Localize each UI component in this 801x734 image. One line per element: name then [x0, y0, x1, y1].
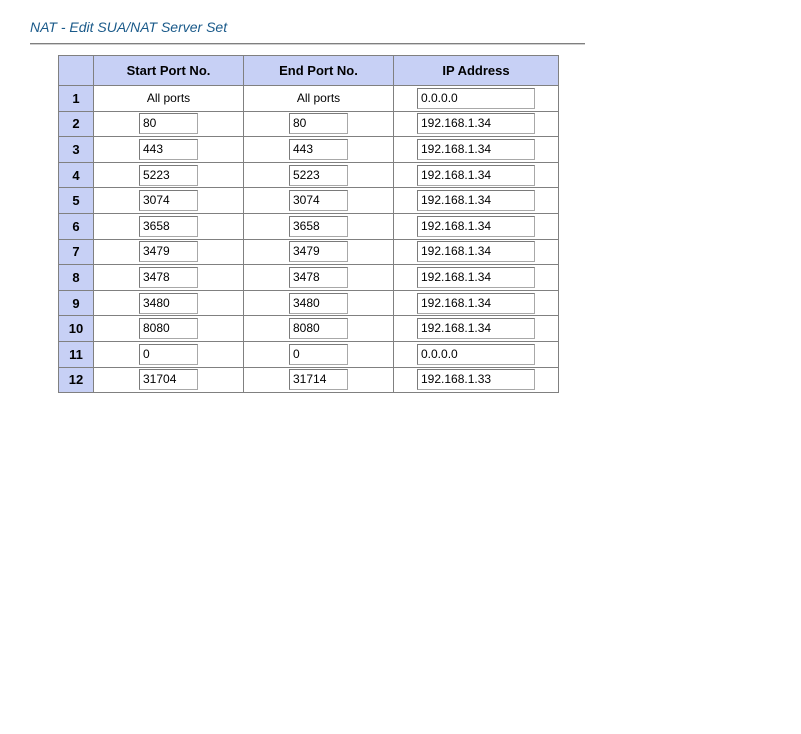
start-port-field[interactable]: 3479	[139, 241, 198, 262]
start-port-label: All ports	[146, 91, 191, 106]
table-row	[59, 367, 559, 393]
page-title: NAT - Edit SUA/NAT Server Set	[30, 19, 228, 35]
table-row	[59, 111, 559, 137]
table-row	[59, 316, 559, 342]
ip-address-field[interactable]: 192.168.1.34	[417, 293, 535, 314]
end-port-field[interactable]: 3478	[289, 267, 348, 288]
start-port-field[interactable]: 0	[139, 344, 198, 365]
end-port-field[interactable]: 3480	[289, 293, 348, 314]
row-number: 8	[59, 265, 94, 291]
row-number: 3	[59, 137, 94, 163]
table-row	[59, 162, 559, 188]
start-port-field[interactable]: 3658	[139, 216, 198, 237]
row-number: 7	[59, 239, 94, 265]
row-number: 11	[59, 341, 94, 367]
end-port-field[interactable]: 5223	[289, 165, 348, 186]
table-row	[59, 341, 559, 367]
ip-address-field[interactable]: 192.168.1.34	[417, 113, 535, 134]
header-row-number	[59, 56, 94, 86]
ip-address-field[interactable]: 192.168.1.34	[417, 267, 535, 288]
table-row	[59, 188, 559, 214]
end-port-field[interactable]: 0	[289, 344, 348, 365]
start-port-field[interactable]: 80	[139, 113, 198, 134]
start-port-field[interactable]: 8080	[139, 318, 198, 339]
row-number: 6	[59, 213, 94, 239]
table-header-row	[59, 56, 559, 86]
ip-address-field[interactable]: 0.0.0.0	[417, 88, 535, 109]
ip-address-field[interactable]: 192.168.1.34	[417, 190, 535, 211]
row-number: 4	[59, 162, 94, 188]
end-port-field[interactable]: 3479	[289, 241, 348, 262]
row-number: 1	[59, 86, 94, 112]
row-number: 2	[59, 111, 94, 137]
start-port-field[interactable]: 443	[139, 139, 198, 160]
ip-address-field[interactable]: 0.0.0.0	[417, 344, 535, 365]
ip-address-field[interactable]: 192.168.1.34	[417, 165, 535, 186]
start-port-field[interactable]: 3074	[139, 190, 198, 211]
table-row	[59, 213, 559, 239]
table-row	[59, 239, 559, 265]
end-port-field[interactable]: 8080	[289, 318, 348, 339]
title-divider	[30, 43, 585, 45]
start-port-field[interactable]: 3478	[139, 267, 198, 288]
ip-address-field[interactable]: 192.168.1.34	[417, 139, 535, 160]
end-port-field[interactable]: 31714	[289, 369, 348, 390]
table-row	[59, 86, 559, 112]
header-start-port: Start Port No.	[94, 56, 244, 86]
end-port-field[interactable]: 3658	[289, 216, 348, 237]
header-end-port: End Port No.	[244, 56, 394, 86]
nat-server-table	[58, 55, 559, 393]
ip-address-field[interactable]: 192.168.1.34	[417, 318, 535, 339]
start-port-field[interactable]: 5223	[139, 165, 198, 186]
ip-address-field[interactable]: 192.168.1.34	[417, 216, 535, 237]
row-number: 10	[59, 316, 94, 342]
start-port-field[interactable]: 31704	[139, 369, 198, 390]
end-port-field[interactable]: 443	[289, 139, 348, 160]
row-number: 5	[59, 188, 94, 214]
end-port-field[interactable]: 80	[289, 113, 348, 134]
ip-address-field[interactable]: 192.168.1.33	[417, 369, 535, 390]
row-number: 12	[59, 367, 94, 393]
table-row	[59, 290, 559, 316]
table-row	[59, 137, 559, 163]
table-row	[59, 265, 559, 291]
row-number: 9	[59, 290, 94, 316]
header-ip-address: IP Address	[394, 56, 559, 86]
start-port-field[interactable]: 3480	[139, 293, 198, 314]
end-port-label: All ports	[296, 91, 341, 106]
ip-address-field[interactable]: 192.168.1.34	[417, 241, 535, 262]
end-port-field[interactable]: 3074	[289, 190, 348, 211]
